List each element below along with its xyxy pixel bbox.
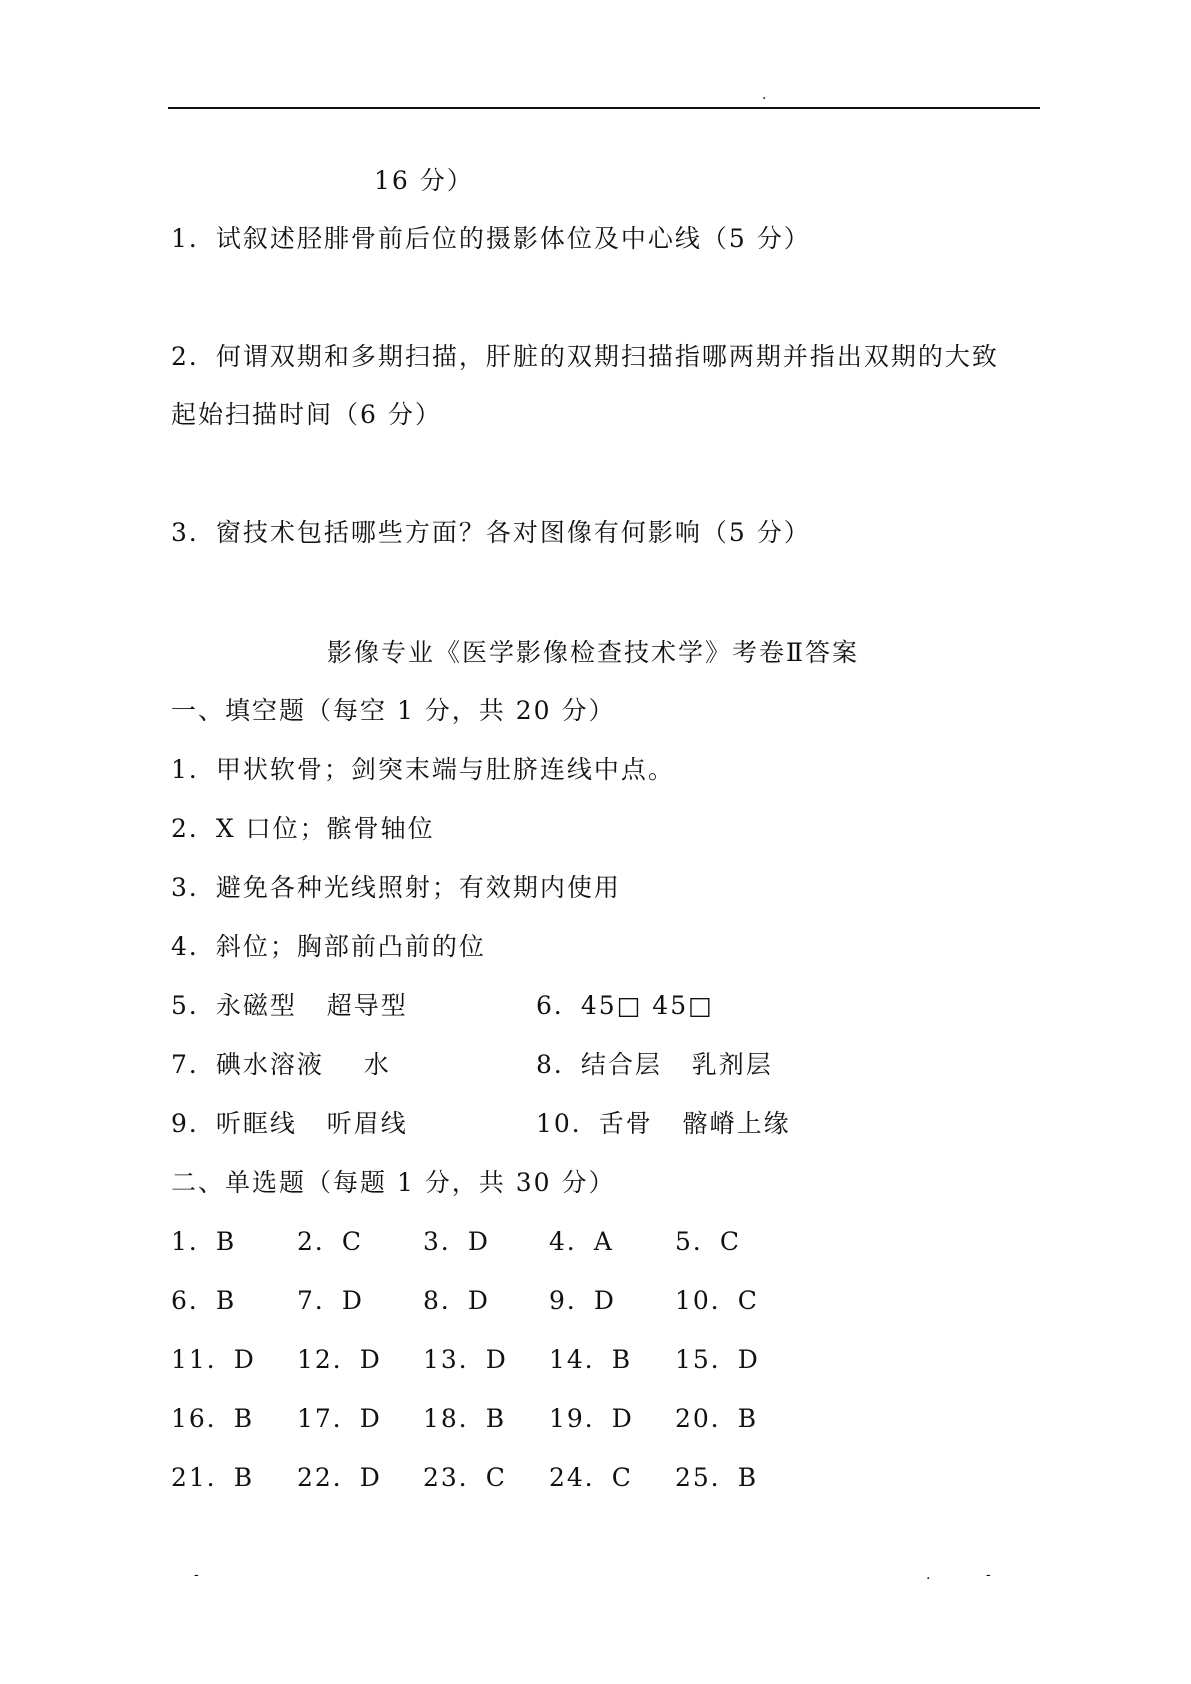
footer-right-mark: - [986,1567,991,1583]
footer-middle-mark: . [926,1567,931,1583]
mc-answer: 1．B [171,1227,237,1256]
fill-answer-10: 10．舌骨 髂嵴上缘 [536,1109,791,1138]
mc-answer: 5．C [675,1227,742,1256]
question-2-line-2: 起始扫描时间（6 分） [171,400,442,429]
fill-answer-2: 2．X 口位；髌骨轴位 [171,814,435,843]
mc-answer: 4．A [549,1227,614,1256]
fill-answer-3: 3．避免各种光线照射；有效期内使用 [171,873,621,902]
header-dot: . [762,87,767,103]
question-2-line-1: 2．何谓双期和多期扫描，肝脏的双期扫描指哪两期并指出双期的大致 [171,342,999,371]
fill-answer-1: 1．甲状软骨；剑突末端与肚脐连线中点。 [171,755,675,784]
answer-title: 影像专业《医学影像检查技术学》考卷Ⅱ答案 [327,638,859,667]
mc-answer: 20．B [675,1404,759,1433]
mc-answer: 15．D [675,1345,760,1374]
fill-answer-7: 7．碘水溶液 水 [171,1050,391,1079]
header-rule [168,107,1040,109]
section-2-title: 二、单选题（每题 1 分，共 30 分） [171,1168,616,1197]
mc-answer: 16．B [171,1404,255,1433]
mc-answer: 8．D [423,1286,490,1315]
fill-answer-6: 6．45□ 45□ [536,991,714,1020]
mc-answer: 23．C [423,1463,507,1492]
mc-answer: 6．B [171,1286,237,1315]
mc-answer: 11．D [171,1345,256,1374]
mc-answer: 18．B [423,1404,507,1433]
continuation-text: 16 分） [374,166,474,195]
fill-answer-5: 5．永磁型 超导型 [171,991,408,1020]
mc-answer: 25．B [675,1463,759,1492]
fill-answer-4: 4．斜位；胸部前凸前的位 [171,932,486,961]
question-1: 1．试叙述胫腓骨前后位的摄影体位及中心线（5 分） [171,224,811,253]
mc-answer: 3．D [423,1227,490,1256]
mc-answer: 17．D [297,1404,382,1433]
mc-answer: 2．C [297,1227,364,1256]
section-1-title: 一、填空题（每空 1 分，共 20 分） [171,696,616,725]
mc-answer: 12．D [297,1345,382,1374]
mc-answer: 9．D [549,1286,616,1315]
fill-answer-8: 8．结合层 乳剂层 [536,1050,773,1079]
question-3: 3．窗技术包括哪些方面？各对图像有何影响（5 分） [171,518,811,547]
fill-answer-9: 9．听眶线 听眉线 [171,1109,408,1138]
mc-answer: 13．D [423,1345,508,1374]
mc-answer: 14．B [549,1345,633,1374]
mc-answer: 21．B [171,1463,255,1492]
footer-left-mark: - [194,1567,199,1583]
mc-answer: 24．C [549,1463,633,1492]
mc-answer: 22．D [297,1463,382,1492]
mc-answer: 7．D [297,1286,364,1315]
mc-answer: 10．C [675,1286,759,1315]
mc-answer: 19．D [549,1404,634,1433]
